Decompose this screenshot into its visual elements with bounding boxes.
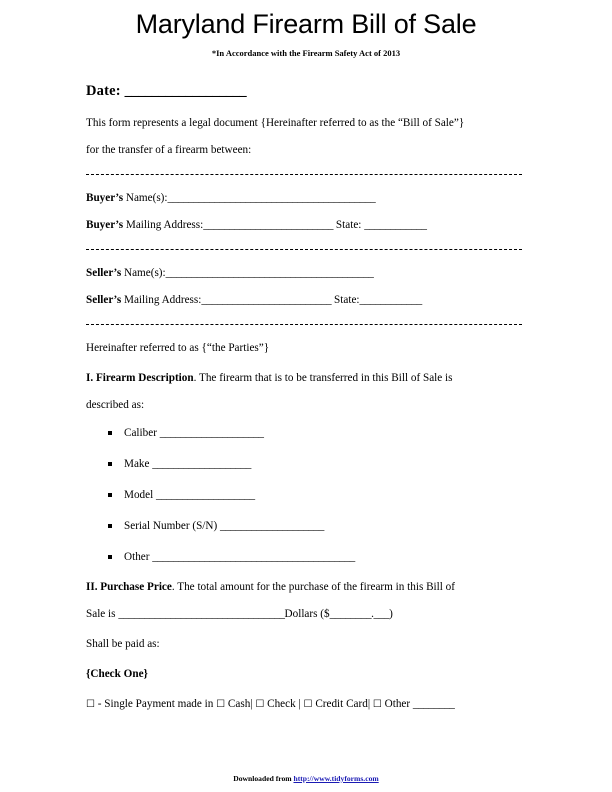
- item-label: Other: [124, 551, 150, 563]
- item-blank-line[interactable]: ____________________: [159, 427, 264, 439]
- list-item: [86, 457, 522, 471]
- bullet-square-icon: [108, 493, 112, 497]
- footer: [0, 774, 612, 784]
- item-blank-line[interactable]: ___________________: [152, 458, 251, 470]
- payment-option-label-other: Other: [384, 698, 411, 710]
- seller-address-blank-line[interactable]: _________________________: [201, 294, 332, 306]
- intro-line-2: for the transfer of a firearm between:: [86, 144, 252, 156]
- list-item: [86, 550, 522, 564]
- buyer-address-label-bold: Buyer’s: [86, 219, 124, 231]
- list-item: [86, 426, 522, 440]
- purchase-amount-blank-line[interactable]: ________________________________: [118, 608, 285, 620]
- bullet-square-icon: [108, 555, 112, 559]
- bullet-square-icon: [108, 462, 112, 466]
- seller-state-label: State:: [334, 294, 360, 306]
- section-2-text-line-1: . The total amount for the purchase of the firearm in this Bill of: [171, 581, 455, 593]
- section-2-heading: II. Purchase Price: [86, 581, 172, 593]
- form-body: [86, 82, 522, 712]
- bullet-square-icon: [108, 431, 112, 435]
- bullet-square-icon: [108, 524, 112, 528]
- footer-prefix: Downloaded from: [233, 774, 294, 783]
- buyer-name-row: [86, 191, 522, 205]
- buyer-address-blank-line[interactable]: _________________________: [203, 219, 334, 231]
- page-subtitle: *In Accordance with the Firearm Safety Act of 2013: [211, 48, 401, 58]
- list-item: [86, 488, 522, 502]
- payment-separator: |: [250, 698, 253, 710]
- date-label: Date:: [86, 83, 121, 99]
- payment-option-label-cash: Cash: [227, 698, 251, 710]
- separator-middle: [86, 242, 522, 250]
- checkbox-single-payment[interactable]: ☐: [86, 699, 95, 710]
- checkbox-check[interactable]: ☐: [255, 699, 265, 710]
- intro-line-1: This form represents a legal document {Hereinafter referred to as the “Bill of Sale”}: [86, 117, 465, 129]
- date-row: [86, 82, 522, 100]
- payment-option-label-check: Check: [267, 698, 296, 710]
- dollars-blank-line[interactable]: ________.___: [329, 608, 390, 620]
- list-item: [86, 519, 522, 533]
- separator-bottom: [86, 317, 522, 325]
- buyer-name-blank-line[interactable]: ________________________________________: [167, 192, 376, 204]
- buyer-state-blank-line[interactable]: ____________: [364, 219, 427, 231]
- checkbox-other[interactable]: ☐: [372, 699, 382, 710]
- parties-line: Hereinafter referred to as {“the Parties”}: [86, 342, 270, 354]
- section-2-heading-row: [86, 580, 522, 594]
- item-label: Model: [124, 489, 154, 501]
- seller-address-label-bold: Seller’s: [86, 294, 122, 306]
- payment-option-label-credit-card: Credit Card: [315, 698, 368, 710]
- payment-separator: |: [367, 698, 371, 710]
- item-label: Caliber: [124, 427, 157, 439]
- seller-name-label-bold: Seller’s: [86, 267, 122, 279]
- purchase-amount-row: [86, 607, 522, 621]
- buyer-state-label: State:: [335, 219, 362, 231]
- footer-link[interactable]: http://www.tidyforms.com: [293, 774, 379, 783]
- separator-top: [86, 167, 522, 175]
- seller-state-blank-line[interactable]: ____________: [359, 294, 422, 306]
- checkbox-cash[interactable]: ☐: [216, 699, 226, 710]
- buyer-name-label: Name(s):: [125, 192, 168, 204]
- seller-address-row: [86, 293, 522, 307]
- item-label: Make: [124, 458, 150, 470]
- item-label: Serial Number (S/N): [124, 520, 218, 532]
- firearm-description-list: [86, 426, 522, 564]
- dollars-close-paren: ): [389, 608, 393, 620]
- section-1-text-line-2: described as:: [86, 399, 145, 411]
- checkbox-credit-card[interactable]: ☐: [303, 699, 313, 710]
- buyer-address-row: [86, 218, 522, 232]
- item-blank-line[interactable]: _______________________________________: [152, 551, 355, 563]
- check-one-label: {Check One}: [86, 668, 148, 680]
- item-blank-line[interactable]: ___________________: [156, 489, 255, 501]
- dollars-label: Dollars ($: [284, 608, 330, 620]
- section-1-text-line-1: . The firearm that is to be transferred in this Bill of Sale is: [193, 372, 453, 384]
- date-blank-line[interactable]: __________________: [124, 83, 247, 99]
- seller-name-row: [86, 266, 522, 280]
- buyer-address-label: Mailing Address:: [125, 219, 204, 231]
- payment-separator: |: [298, 698, 301, 710]
- single-payment-label: - Single Payment made in: [97, 698, 214, 710]
- payment-method-row: [86, 697, 522, 712]
- item-blank-line[interactable]: ____________________: [220, 520, 324, 532]
- buyer-name-label-bold: Buyer’s: [86, 192, 124, 204]
- sale-is-label: Sale is: [86, 608, 116, 620]
- section-1-heading-row: [86, 371, 522, 385]
- seller-address-label: Mailing Address:: [124, 294, 202, 306]
- paid-as-line: Shall be paid as:: [86, 638, 160, 650]
- section-1-heading: I. Firearm Description: [86, 372, 194, 384]
- seller-name-blank-line[interactable]: ________________________________________: [165, 267, 374, 279]
- payment-other-blank-line[interactable]: ________: [412, 698, 455, 710]
- page-title: Maryland Firearm Bill of Sale: [135, 9, 477, 39]
- seller-name-label: Name(s):: [124, 267, 166, 279]
